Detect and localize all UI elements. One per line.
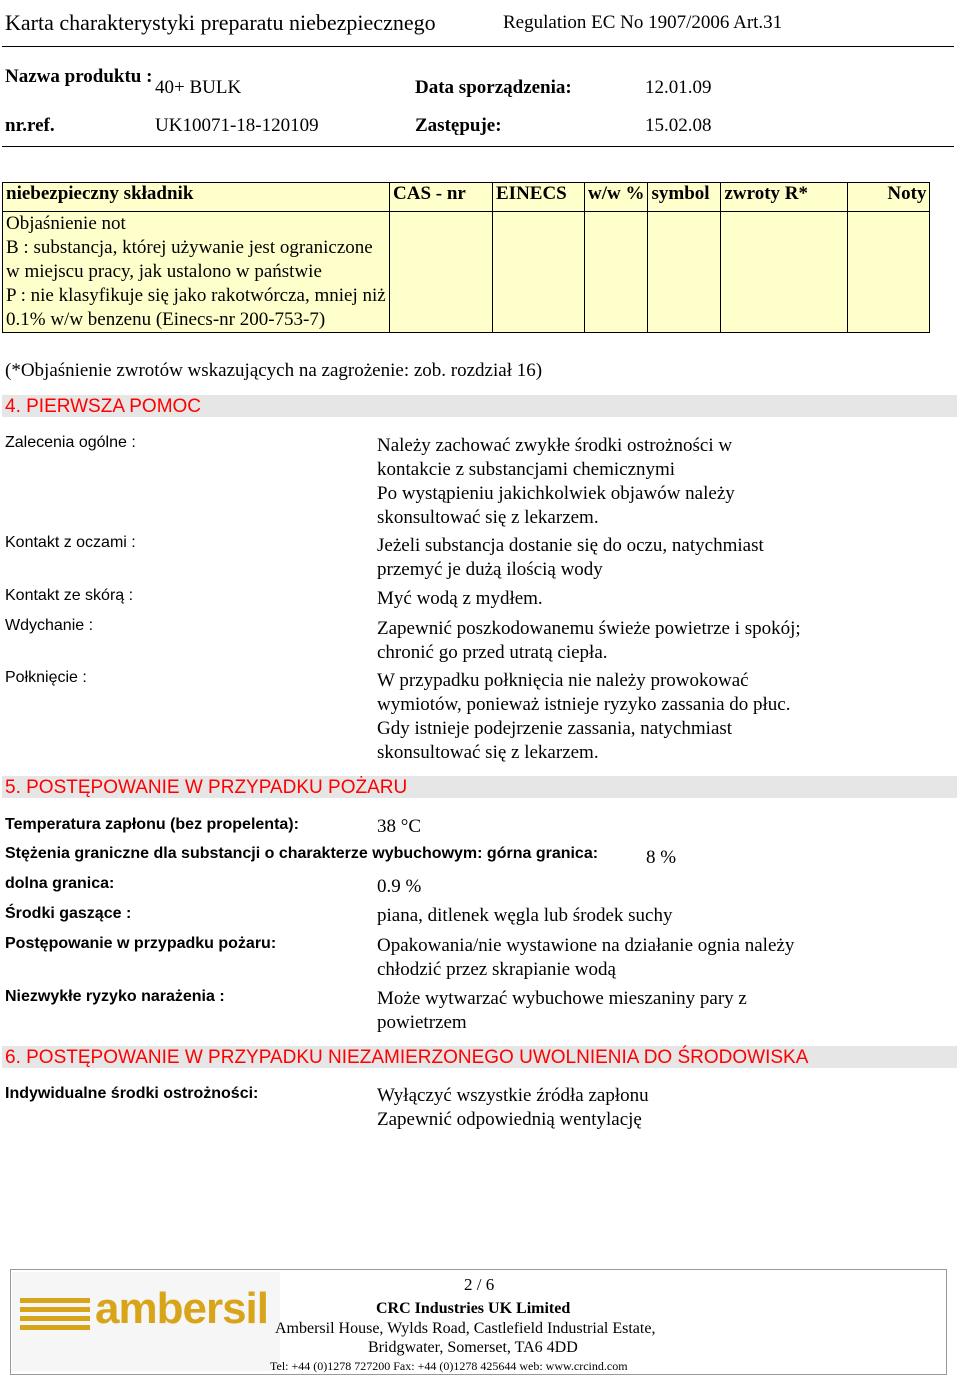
date-value: 12.01.09	[645, 77, 712, 98]
extinguishing-media-value: piana, ditlenek węgla lub środek suchy	[377, 905, 673, 926]
ambersil-logo-icon	[20, 1294, 92, 1336]
note-p: P : nie klasyfikuje się jako rakotwórcza, mniej niż 0.1% w/w benzenu (Einecs-nr 200-753-7)	[6, 285, 386, 330]
ingestion-value: W przypadku połknięcia nie należy prowokować wymiotów, ponieważ istnieje ryzyko zassania do płuc. Gdy istnieje podejrzenie zassania, natychmiast skonsultować się z lekarzem.	[377, 670, 791, 763]
section-4-title: 4. PIERWSZA POMOC	[5, 396, 202, 417]
replaces-label: Zastępuje:	[415, 115, 502, 136]
cell-ww	[585, 212, 648, 333]
upper-limit-value: 8 %	[646, 847, 677, 868]
col-r-phrases: zwroty R*	[721, 183, 848, 212]
company-address-line-2: Bridgwater, Somerset, TA6 4DD	[368, 1339, 578, 1356]
table-header-row	[3, 183, 930, 212]
cell-einecs	[493, 212, 585, 333]
product-name-value: 40+ BULK	[155, 77, 242, 98]
header-rule	[2, 46, 954, 47]
inhalation-label: Wdychanie :	[5, 617, 94, 634]
inhalation-value: Zapewnić poszkodowanemu świeże powietrze i spokój; chronić go przed utratą ciepła.	[377, 618, 801, 663]
cell-symbol	[648, 212, 721, 333]
replaces-value: 15.02.08	[645, 115, 712, 136]
ref-value: UK10071-18-120109	[155, 115, 319, 136]
exposure-hazard-value: Może wytwarzać wybuchowe mieszaniny pary z powietrzem	[377, 988, 747, 1033]
skin-contact-label: Kontakt ze skórą :	[5, 587, 134, 604]
notes-explanation	[3, 212, 390, 333]
col-einecs: EINECS	[493, 183, 585, 212]
ingredients-table	[2, 182, 930, 333]
product-name-label: Nazwa produktu :	[5, 66, 153, 87]
col-symbol: symbol	[648, 183, 721, 212]
cell-notes	[848, 212, 930, 333]
document-title: Karta charakterystyki preparatu niebezpiecznego	[5, 10, 436, 35]
explosion-limits-label: Stężenia graniczne dla substancji o charakterze wybuchowym: górna granica:	[5, 845, 599, 862]
company-address-line-1: Ambersil House, Wylds Road, Castlefield Industrial Estate,	[275, 1320, 656, 1337]
eye-contact-value: Jeżeli substancja dostanie się do oczu, natychmiast przemyć je dużą ilością wody	[377, 535, 764, 580]
lower-limit-label: dolna granica:	[5, 875, 115, 892]
cell-r-phrases	[721, 212, 848, 333]
skin-contact-value: Myć wodą z mydłem.	[377, 588, 543, 609]
section-5-title: 5. POSTĘPOWANIE W PRZYPADKU POŻARU	[5, 777, 408, 798]
ref-label: nr.ref.	[5, 115, 55, 136]
flash-point-label: Temperatura zapłonu (bez propelenta):	[5, 816, 299, 833]
note-b: B : substancja, której używanie jest ograniczone w miejscu pracy, jak ustalono w państwie	[6, 237, 373, 282]
personal-precautions-value: Wyłączyć wszystkie źródła zapłonu Zapewnić odpowiednią wentylację	[377, 1085, 649, 1130]
notes-title: Objaśnienie not	[6, 213, 126, 234]
general-advice-value: Należy zachować zwykłe środki ostrożności w kontakcie z substancjami chemicznymi Po wystąpieniu jakichkolwiek objawów należy skonsultować się z lekarzem.	[377, 435, 735, 528]
company-name: CRC Industries UK Limited	[376, 1300, 571, 1317]
col-cas: CAS - nr	[390, 183, 493, 212]
cell-cas	[390, 212, 493, 333]
eye-contact-label: Kontakt z oczami :	[5, 534, 136, 551]
header-rule-bottom	[2, 146, 954, 147]
exposure-hazard-label: Niezwykłe ryzyko narażenia :	[5, 988, 225, 1005]
personal-precautions-label: Indywidualne środki ostrożności:	[5, 1085, 259, 1102]
general-advice-label: Zalecenia ogólne :	[5, 434, 136, 451]
col-notes: Noty	[848, 183, 930, 212]
ingestion-label: Połknięcie :	[5, 669, 87, 686]
date-label: Data sporządzenia:	[415, 77, 572, 98]
company-contact: Tel: +44 (0)1278 727200 Fax: +44 (0)1278 425644 web: www.crcind.com	[270, 1359, 628, 1373]
flash-point-value: 38 °C	[377, 816, 422, 837]
col-ww: w/w %	[585, 183, 648, 212]
extinguishing-media-label: Środki gaszące :	[5, 905, 132, 922]
page-number: 2 / 6	[464, 1275, 495, 1294]
section-6-title: 6. POSTĘPOWANIE W PRZYPADKU NIEZAMIERZONEGO UWOLNIENIA DO ŚRODOWISKA	[5, 1047, 809, 1068]
fire-procedure-label: Postępowanie w przypadku pożaru:	[5, 935, 277, 952]
r-phrases-footnote: (*Objaśnienie zwrotów wskazujących na zagrożenie: zob. rozdział 16)	[5, 360, 543, 381]
col-ingredient: niebezpieczny składnik	[3, 183, 390, 212]
fire-procedure-value: Opakowania/nie wystawione na działanie ognia należy chłodzić przez skrapianie wodą	[377, 935, 795, 980]
table-row	[3, 212, 930, 333]
lower-limit-value: 0.9 %	[377, 876, 422, 897]
ambersil-logo: ambersil	[95, 1284, 268, 1333]
regulation-reference: Regulation EC No 1907/2006 Art.31	[503, 12, 783, 33]
